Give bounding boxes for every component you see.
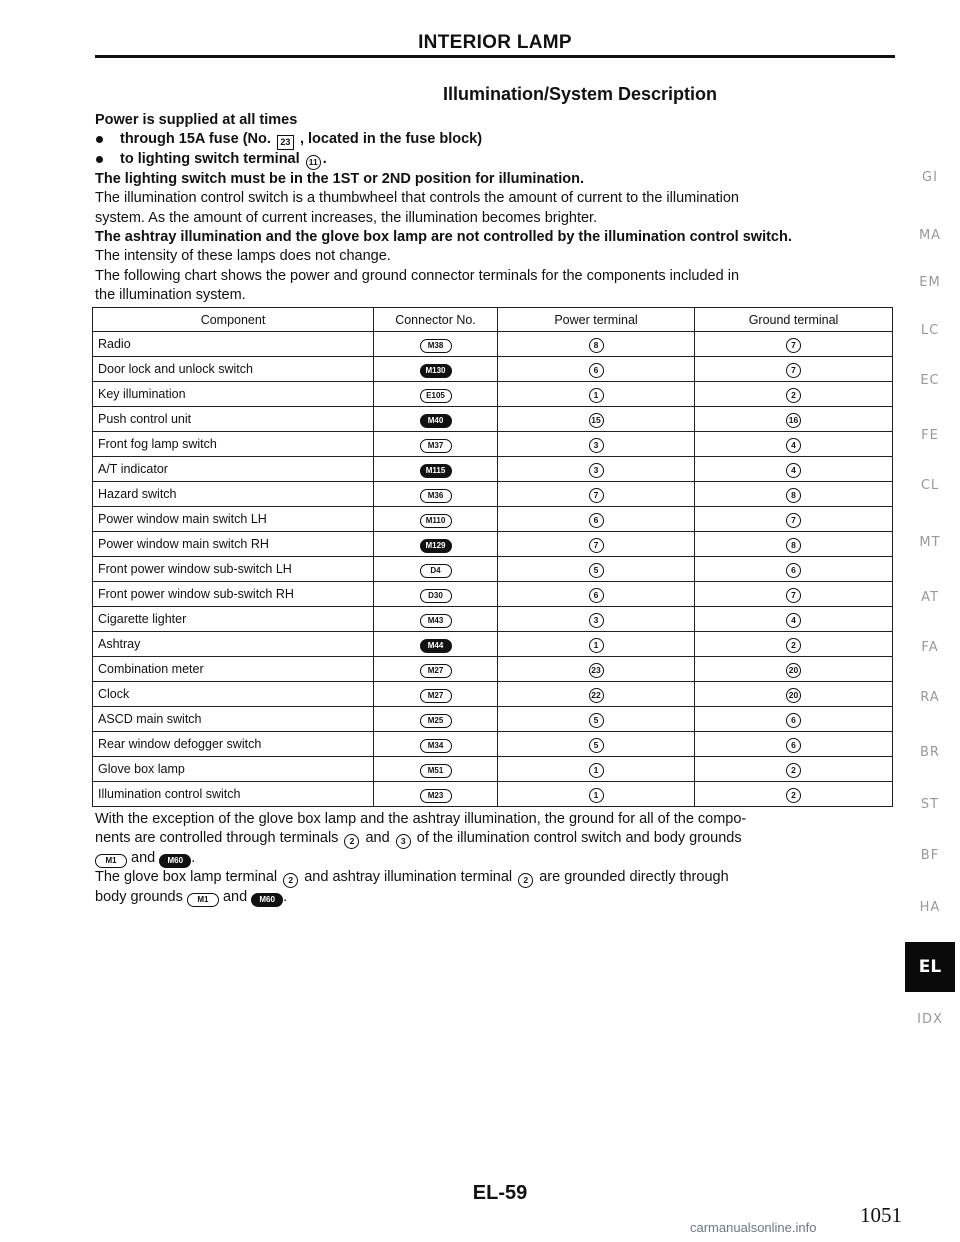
power-terminal-cell: [498, 657, 695, 682]
table-row: [93, 532, 893, 557]
section-index-tab: FA: [921, 640, 939, 655]
terminal-number-icon: 7: [786, 338, 801, 353]
footer-text-run: .: [191, 850, 196, 867]
ground-terminal-cell: [695, 357, 893, 382]
power-terminal-cell: [498, 557, 695, 582]
terminal-number-icon: 2: [786, 763, 801, 778]
terminal-number-icon: 7: [786, 363, 801, 378]
component-cell: A/T indicator: [93, 457, 374, 482]
bullet-terminal-text: to lighting switch terminal: [120, 151, 300, 168]
connector-badge-icon: M27: [420, 664, 452, 678]
footer-text: [95, 810, 895, 907]
power-terminal-cell: [498, 757, 695, 782]
component-cell: Key illumination: [93, 382, 374, 407]
table-header-row: [93, 308, 893, 332]
power-terminal-cell: [498, 482, 695, 507]
terminal-number-icon: 7: [589, 538, 604, 553]
power-terminal-cell: [498, 782, 695, 807]
paragraph-line: With the exception of the glove box lamp and the ashtray illumination, the ground for all of the compo-: [95, 811, 747, 827]
connector-cell: [374, 407, 498, 432]
ground-terminal-cell: [695, 532, 893, 557]
terminal-number-icon: 16: [786, 413, 801, 428]
connector-cell: [374, 757, 498, 782]
connector-cell: [374, 582, 498, 607]
ground-terminal-cell: [695, 782, 893, 807]
power-terminal-cell: [498, 632, 695, 657]
component-cell: Combination meter: [93, 657, 374, 682]
terminal-number-icon: 2: [518, 873, 533, 888]
connector-cell: [374, 357, 498, 382]
paragraph-line: [95, 849, 895, 868]
terminal-number-icon: 8: [589, 338, 604, 353]
section-index: [900, 0, 960, 1242]
connector-badge-icon: M1: [187, 893, 219, 907]
connector-badge-icon: M130: [420, 364, 452, 378]
terminal-number-icon: 20: [786, 663, 801, 678]
connector-badge-icon: M38: [420, 339, 452, 353]
section-index-tab: HA: [919, 900, 941, 915]
power-terminal-cell: [498, 532, 695, 557]
table-row: [93, 482, 893, 507]
paragraph-line: [95, 829, 895, 849]
paragraph-line: The intensity of these lamps does not change.: [95, 248, 391, 265]
table-row: [93, 507, 893, 532]
section-index-tab: EM: [919, 275, 941, 290]
terminal-number-icon: 6: [786, 713, 801, 728]
ground-terminal-cell: [695, 607, 893, 632]
section-index-tab: EL: [905, 942, 955, 992]
table-row: [93, 582, 893, 607]
component-table: [92, 307, 893, 807]
connector-badge-icon: M40: [420, 414, 452, 428]
paragraph-line: system. As the amount of current increases, the illumination becomes brighter.: [95, 209, 598, 226]
ground-terminal-cell: [695, 657, 893, 682]
power-terminal-cell: [498, 707, 695, 732]
terminal-number-icon: 22: [589, 688, 604, 703]
ground-terminal-cell: [695, 407, 893, 432]
bullet-icon: [96, 156, 103, 163]
footer-text-run: and: [131, 850, 156, 867]
section-index-tab: BR: [920, 745, 940, 760]
component-cell: Illumination control switch: [93, 782, 374, 807]
terminal-number-icon: 5: [589, 563, 604, 578]
power-terminal-cell: [498, 607, 695, 632]
footer-text-run: and ashtray illumination terminal: [304, 869, 513, 886]
paragraph-line: The ashtray illumination and the glove box lamp are not controlled by the illumination control switch.: [95, 229, 792, 246]
connector-cell: [374, 632, 498, 657]
connector-cell: [374, 682, 498, 707]
power-terminal-cell: [498, 357, 695, 382]
terminal-number-icon: 2: [283, 873, 298, 888]
ground-terminal-cell: [695, 557, 893, 582]
connector-cell: [374, 332, 498, 357]
terminal-number-icon: 6: [786, 738, 801, 753]
connector-badge-icon: M36: [420, 489, 452, 503]
watermark: carmanualsonline.info: [690, 1220, 817, 1235]
component-cell: Front power window sub-switch LH: [93, 557, 374, 582]
footer-text-run: The glove box lamp terminal: [95, 869, 278, 886]
ground-terminal-cell: [695, 382, 893, 407]
section-index-tab: GI: [922, 170, 938, 185]
terminal-number-icon: 5: [589, 713, 604, 728]
connector-cell: [374, 782, 498, 807]
paragraph-line: [95, 868, 895, 888]
ground-terminal-cell: [695, 482, 893, 507]
terminal-number-icon: 7: [786, 588, 801, 603]
component-cell: ASCD main switch: [93, 707, 374, 732]
connector-badge-icon: M51: [420, 764, 452, 778]
connector-badge-icon: D30: [420, 589, 452, 603]
connector-badge-icon: M25: [420, 714, 452, 728]
component-cell: Front power window sub-switch RH: [93, 582, 374, 607]
paragraph-line: [95, 888, 895, 907]
ground-terminal-cell: [695, 682, 893, 707]
column-header-component: Component: [93, 308, 374, 332]
component-cell: Hazard switch: [93, 482, 374, 507]
connector-badge-icon: M129: [420, 539, 452, 553]
connector-cell: [374, 557, 498, 582]
connector-badge-icon: M27: [420, 689, 452, 703]
ground-terminal-cell: [695, 732, 893, 757]
table-row: [93, 782, 893, 807]
connector-badge-icon: M43: [420, 614, 452, 628]
terminal-number-icon: 8: [786, 538, 801, 553]
terminal-number-icon: 11: [306, 155, 321, 170]
section-index-tab: BF: [920, 848, 940, 863]
power-terminal-cell: [498, 457, 695, 482]
paragraph-line: The lighting switch must be in the 1ST or 2ND position for illumination.: [95, 171, 584, 188]
terminal-number-icon: 1: [589, 388, 604, 403]
table-row: [93, 682, 893, 707]
sheet-number: 1051: [860, 1203, 902, 1227]
connector-cell: [374, 532, 498, 557]
table-row: [93, 707, 893, 732]
connector-badge-icon: M34: [420, 739, 452, 753]
connector-badge-icon: M60: [159, 854, 191, 868]
page-header: [95, 30, 895, 60]
table-row: [93, 557, 893, 582]
ground-terminal-cell: [695, 582, 893, 607]
section-index-tab: LC: [920, 323, 940, 338]
connector-badge-icon: M110: [420, 514, 452, 528]
bullet-terminal-end: .: [322, 151, 327, 168]
terminal-number-icon: 8: [786, 488, 801, 503]
section-index-tab: ST: [920, 797, 940, 812]
ground-terminal-cell: [695, 632, 893, 657]
bullet-terminal: [95, 150, 895, 170]
column-header-connector: Connector No.: [374, 308, 498, 332]
ground-terminal-cell: [695, 507, 893, 532]
table-row: [93, 632, 893, 657]
connector-cell: [374, 507, 498, 532]
terminal-number-icon: 3: [589, 438, 604, 453]
footer-text-run: and: [365, 830, 390, 847]
table-row: [93, 407, 893, 432]
ground-terminal-cell: [695, 432, 893, 457]
table-body: [93, 332, 893, 807]
power-terminal-cell: [498, 732, 695, 757]
section-index-tab: IDX: [917, 1012, 943, 1027]
power-line: Power is supplied at all times: [95, 112, 298, 128]
section-index-tab: RA: [920, 690, 940, 705]
page-title: INTERIOR LAMP: [418, 32, 572, 53]
table-row: [93, 757, 893, 782]
column-header-ground: Ground terminal: [695, 308, 893, 332]
connector-cell: [374, 457, 498, 482]
ground-terminal-cell: [695, 707, 893, 732]
paragraph-line: The illumination control switch is a thumbwheel that controls the amount of current to the illumination: [95, 190, 739, 207]
power-terminal-cell: [498, 432, 695, 457]
connector-badge-icon: E105: [420, 389, 452, 403]
connector-badge-icon: M23: [420, 789, 452, 803]
power-terminal-cell: [498, 407, 695, 432]
page-number: EL-59: [472, 1182, 528, 1204]
connector-cell: [374, 482, 498, 507]
connector-badge-icon: M115: [420, 464, 452, 478]
section-index-tab: AT: [921, 590, 939, 605]
paragraph-line: the illumination system.: [95, 286, 246, 303]
table-row: [93, 657, 893, 682]
bullet-icon: [96, 136, 103, 143]
component-cell: Push control unit: [93, 407, 374, 432]
power-terminal-cell: [498, 382, 695, 407]
terminal-number-icon: 2: [344, 834, 359, 849]
component-cell: Power window main switch LH: [93, 507, 374, 532]
terminal-number-icon: 6: [786, 563, 801, 578]
power-terminal-cell: [498, 332, 695, 357]
footer-text-run: of the illumination control switch and body grounds: [416, 830, 742, 847]
terminal-number-icon: 15: [589, 413, 604, 428]
footer-text-run: are grounded directly through: [539, 869, 729, 886]
section-index-tab: MA: [918, 228, 942, 243]
table-row: [93, 732, 893, 757]
terminal-number-icon: 20: [786, 688, 801, 703]
terminal-number-icon: 23: [589, 663, 604, 678]
component-cell: Rear window defogger switch: [93, 732, 374, 757]
section-index-tab: MT: [919, 535, 941, 550]
intro-text: [95, 111, 895, 305]
ground-terminal-cell: [695, 457, 893, 482]
table-row: [93, 332, 893, 357]
power-terminal-cell: [498, 582, 695, 607]
section-index-tab: EC: [920, 373, 940, 388]
terminal-number-icon: 7: [589, 488, 604, 503]
column-header-power: Power terminal: [498, 308, 695, 332]
terminal-number-icon: 6: [589, 513, 604, 528]
component-cell: Glove box lamp: [93, 757, 374, 782]
terminal-number-icon: 1: [589, 763, 604, 778]
footer-text-run: body grounds: [95, 889, 183, 906]
connector-cell: [374, 657, 498, 682]
section-index-tab: FE: [921, 428, 939, 443]
connector-cell: [374, 707, 498, 732]
section-title: Illumination/System Description: [442, 84, 718, 104]
table-row: [93, 357, 893, 382]
bullet-fuse-text: through 15A fuse (No.: [120, 131, 271, 148]
terminal-number-icon: 3: [589, 463, 604, 478]
terminal-number-icon: 4: [786, 438, 801, 453]
component-cell: Front fog lamp switch: [93, 432, 374, 457]
component-cell: Clock: [93, 682, 374, 707]
section-index-tab: CL: [920, 478, 940, 493]
power-terminal-cell: [498, 682, 695, 707]
connector-badge-icon: D4: [420, 564, 452, 578]
footer-text-run: nents are controlled through terminals: [95, 830, 339, 847]
connector-badge-icon: M60: [251, 893, 283, 907]
connector-badge-icon: M37: [420, 439, 452, 453]
terminal-number-icon: 1: [589, 788, 604, 803]
table-row: [93, 607, 893, 632]
terminal-number-icon: 4: [786, 613, 801, 628]
power-terminal-cell: [498, 507, 695, 532]
terminal-number-icon: 6: [589, 363, 604, 378]
table-row: [93, 457, 893, 482]
fuse-number-icon: 23: [277, 135, 294, 150]
terminal-number-icon: 3: [589, 613, 604, 628]
terminal-number-icon: 2: [786, 788, 801, 803]
table-row: [93, 382, 893, 407]
footer-text-run: .: [283, 889, 288, 906]
connector-cell: [374, 732, 498, 757]
ground-terminal-cell: [695, 332, 893, 357]
bullet-fuse-text-end: , located in the fuse block): [299, 131, 483, 148]
terminal-number-icon: 2: [786, 638, 801, 653]
terminal-number-icon: 3: [396, 834, 411, 849]
bullet-fuse: [95, 130, 895, 150]
terminal-number-icon: 6: [589, 588, 604, 603]
paragraph-line: The following chart shows the power and ground connector terminals for the components included in: [95, 267, 740, 284]
terminal-number-icon: 7: [786, 513, 801, 528]
footer-text-run: and: [222, 889, 248, 906]
component-cell: Ashtray: [93, 632, 374, 657]
connector-badge-icon: M1: [95, 854, 127, 868]
connector-badge-icon: M44: [420, 639, 452, 653]
ground-terminal-cell: [695, 757, 893, 782]
title-rule: [95, 55, 895, 58]
table-row: [93, 432, 893, 457]
connector-cell: [374, 607, 498, 632]
connector-cell: [374, 382, 498, 407]
terminal-number-icon: 4: [786, 463, 801, 478]
terminal-number-icon: 1: [589, 638, 604, 653]
component-cell: Power window main switch RH: [93, 532, 374, 557]
terminal-number-icon: 5: [589, 738, 604, 753]
component-cell: Door lock and unlock switch: [93, 357, 374, 382]
component-cell: Radio: [93, 332, 374, 357]
connector-cell: [374, 432, 498, 457]
terminal-number-icon: 2: [786, 388, 801, 403]
component-cell: Cigarette lighter: [93, 607, 374, 632]
